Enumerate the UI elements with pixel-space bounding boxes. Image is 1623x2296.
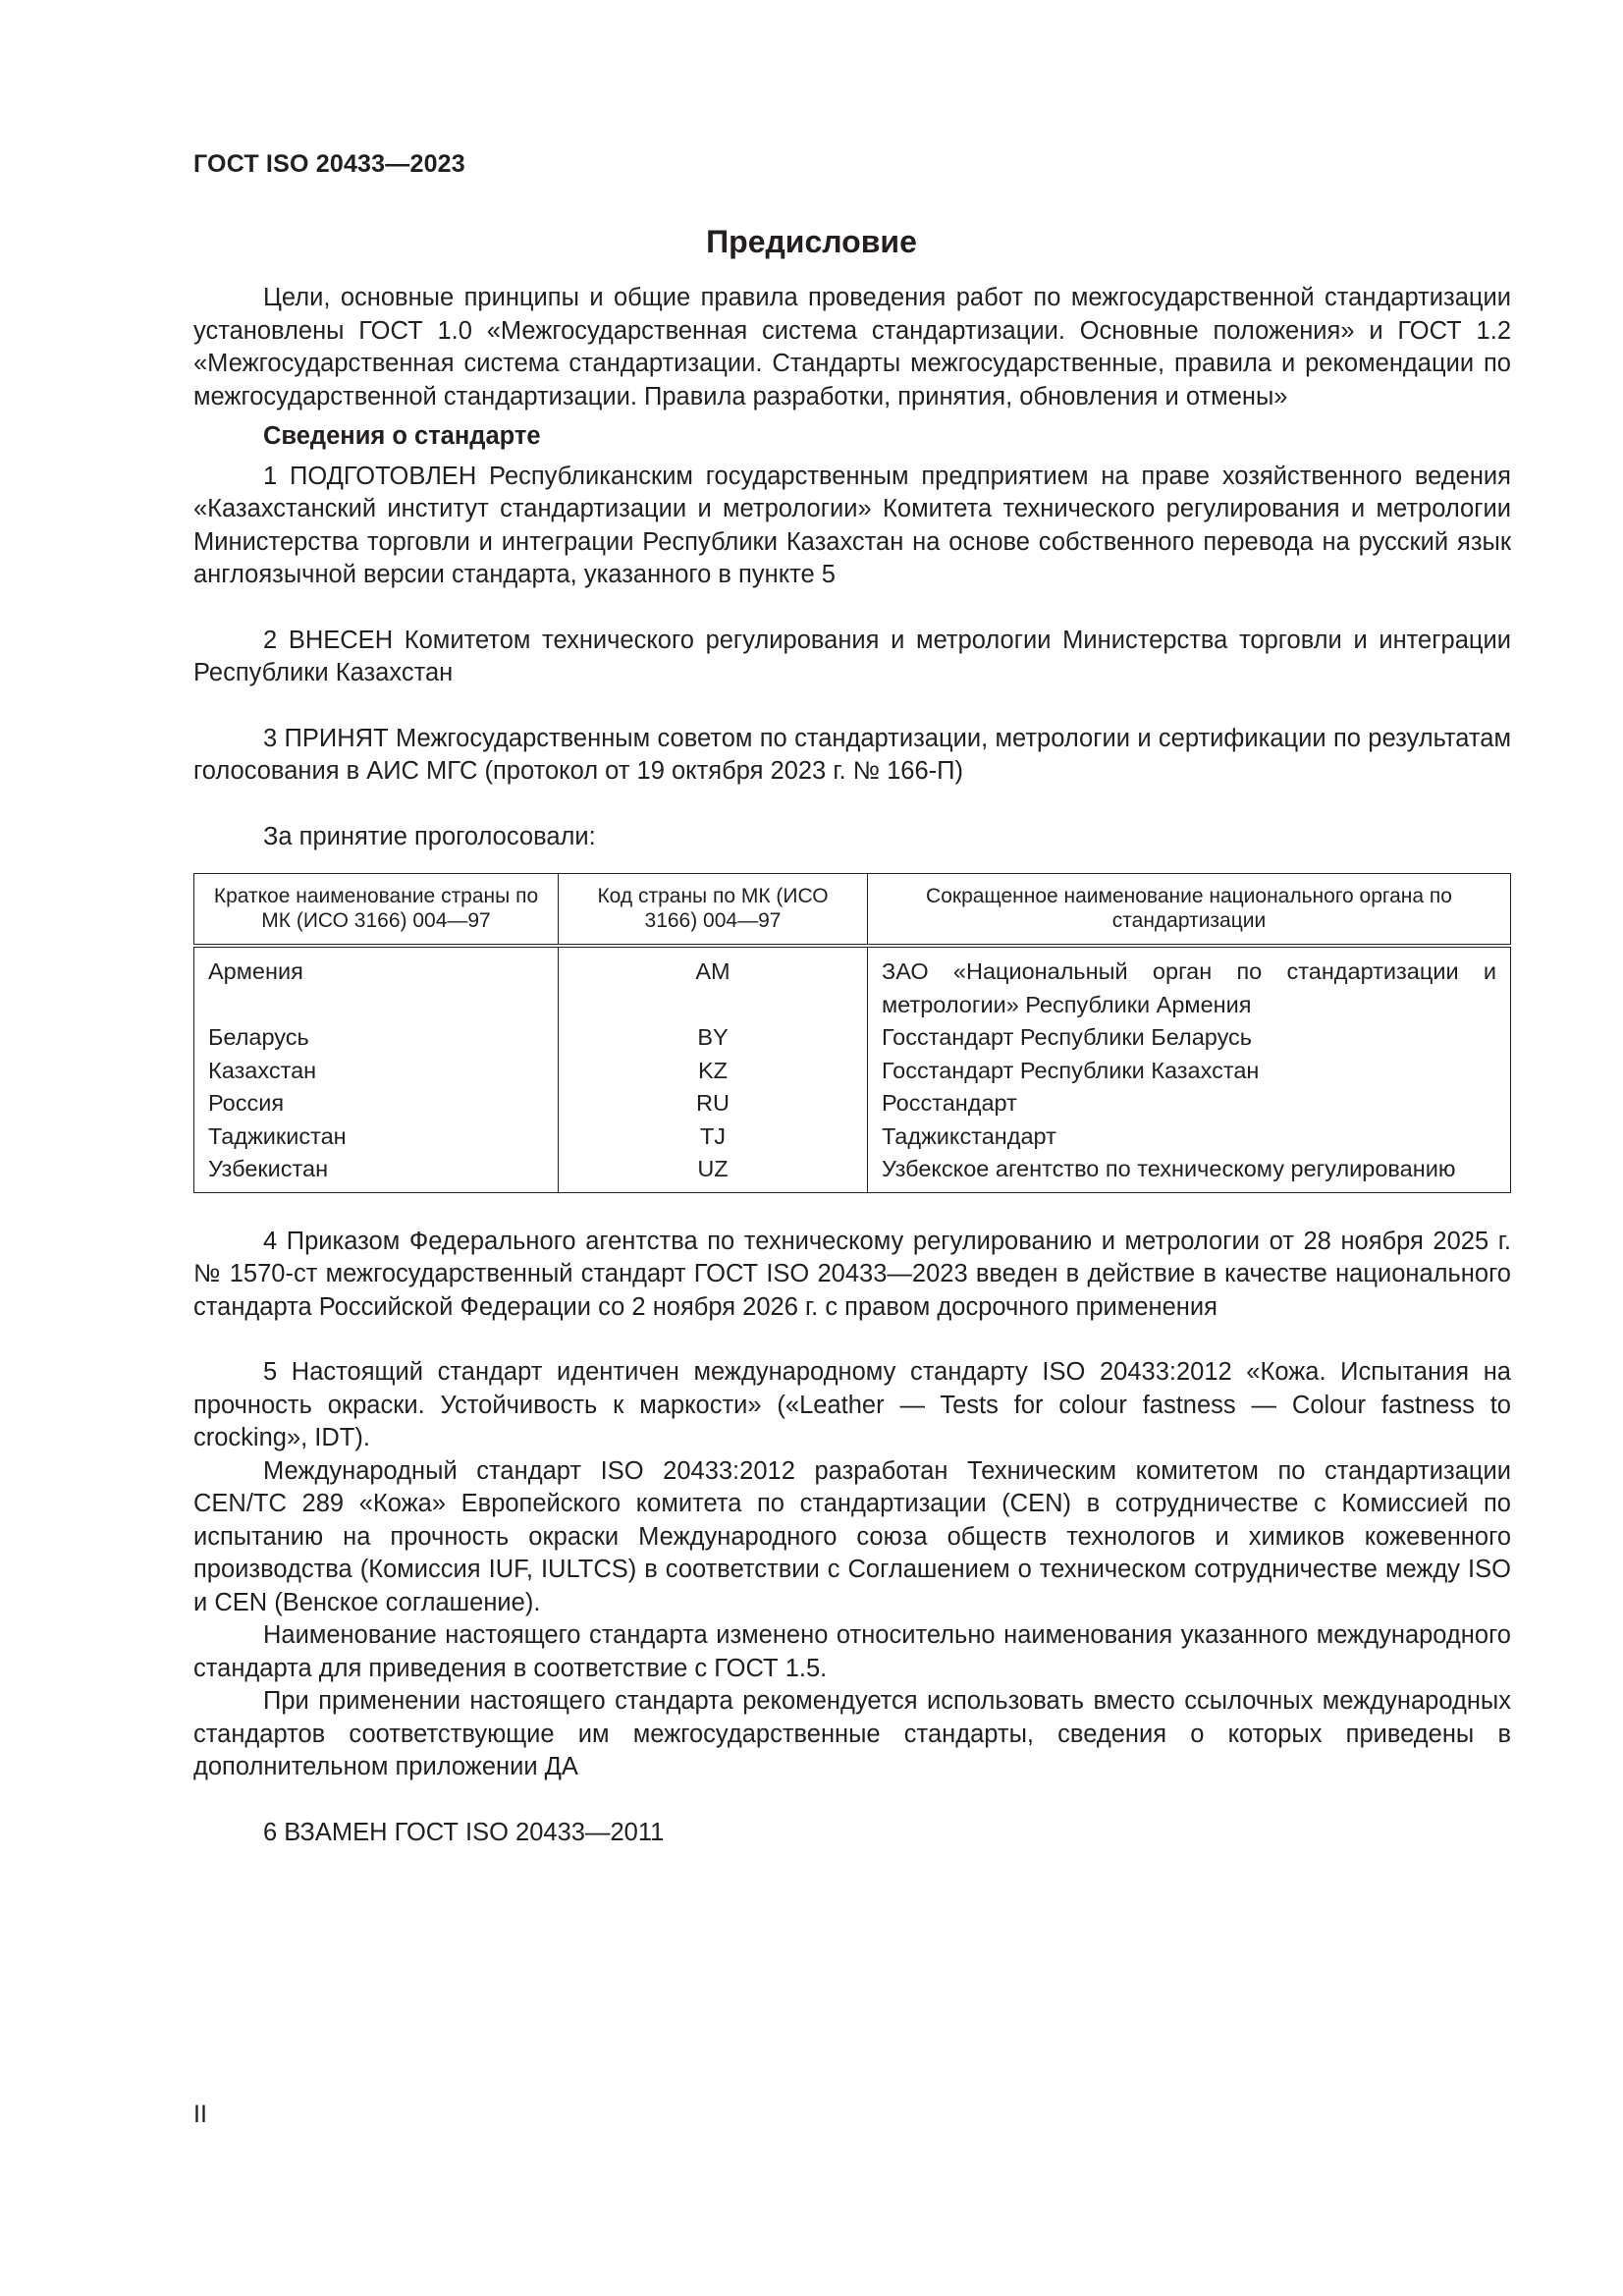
body-cell: Узбекское агентство по техническому регулированию xyxy=(868,1153,1511,1192)
country-cell: Беларусь xyxy=(194,1021,559,1055)
country-cell: Армения xyxy=(194,946,559,1021)
page-title: Предисловие xyxy=(706,224,917,259)
code-cell: UZ xyxy=(559,1153,868,1192)
table-row xyxy=(194,1055,1511,1088)
column-header-code: Код страны по МК (ИСО 3166) 004—97 xyxy=(559,874,868,947)
table-row xyxy=(194,946,1511,1021)
item-5-development-paragraph: Международный стандарт ISO 20433:2012 разработан Техническим комитетом по стандартизации CEN/TC 289 «Кожа» Европейского комитета по стандартизации (CEN) в сотрудничестве с Комиссией по испытанию на прочность окраски Международного союза обществ технологов и химиков кожевенного производства (Комиссия IUF, IULTCS) в соответствии с Соглашением о техническом сотрудничестве между ISO и CEN (Венское соглашение). xyxy=(193,1456,1511,1616)
code-cell: BY xyxy=(559,1021,868,1055)
country-cell: Узбекистан xyxy=(194,1153,559,1192)
voted-label: За принятие проголосовали: xyxy=(263,822,596,850)
table-row xyxy=(194,1087,1511,1121)
table-row xyxy=(194,1021,1511,1055)
page-number: II xyxy=(193,2101,207,2128)
body-cell: Госстандарт Республики Беларусь xyxy=(868,1021,1511,1055)
item-5-title-change-paragraph: Наименование настоящего стандарта изменено относительно наименования указанного международного стандарта для приведения в соответствие с ГОСТ 1.5. xyxy=(193,1621,1511,1682)
item-6-paragraph: 6 ВЗАМЕН ГОСТ ISO 20433—2011 xyxy=(263,1818,665,1846)
column-header-country: Краткое наименование страны по МК (ИСО 3166) 004—97 xyxy=(194,874,559,947)
code-cell: KZ xyxy=(559,1055,868,1088)
column-header-body: Сокращенное наименование национального органа по стандартизации xyxy=(868,874,1511,947)
code-cell: AM xyxy=(559,946,868,1021)
table-header-row xyxy=(194,874,1511,947)
section-subheading: Сведения о стандарте xyxy=(263,422,541,450)
item-3-paragraph: 3 ПРИНЯТ Межгосударственным советом по стандартизации, метрологии и сертификации по результатам голосования в АИС МГС (протокол от 19 октября 2023 г. № 166-П) xyxy=(193,724,1511,785)
code-cell: TJ xyxy=(559,1121,868,1154)
table-row xyxy=(194,1153,1511,1192)
item-4-paragraph: 4 Приказом Федерального агентства по техническому регулированию и метрологии от 28 ноября 2025 г. № 1570-ст межгосударственный стандарт ГОСТ ISO 20433—2023 введен в действие в качестве национального стандарта Российской Федерации со 2 ноября 2026 г. с правом досрочного применения xyxy=(193,1227,1511,1321)
item-5-paragraph: 5 Настоящий стандарт идентичен международному стандарту ISO 20433:2012 «Кожа. Испытания на прочность окраски. Устойчивость к маркости» («Leather — Tests for colour fastness — Colour fastness to crocking», IDT). xyxy=(193,1358,1511,1451)
document-header: ГОСТ ISO 20433—2023 xyxy=(193,150,465,178)
country-cell: Казахстан xyxy=(194,1055,559,1088)
code-cell: RU xyxy=(559,1087,868,1121)
voting-table xyxy=(193,873,1511,1193)
foreword-body xyxy=(193,282,1511,1849)
body-cell: ЗАО «Национальный орган по стандартизации и метрологии» Республики Армения xyxy=(868,946,1511,1021)
body-cell: Росстандарт xyxy=(868,1087,1511,1121)
item-1-paragraph: 1 ПОДГОТОВЛЕН Республиканским государственным предприятием на праве хозяйственного ведения «Казахстанский институт стандартизации и метрологии» Комитета технического регулирования и метрологии Министерства торговли и интеграции Республики Казахстан на основе собственного перевода на русский язык англоязычной версии стандарта, указанного в пункте 5 xyxy=(193,462,1511,588)
item-5-references-paragraph: При применении настоящего стандарта рекомендуется использовать вместо ссылочных международных стандартов соответствующие им межгосударственные стандарты, сведения о которых приведены в дополнительном приложении ДА xyxy=(193,1687,1511,1780)
table-row xyxy=(194,1121,1511,1154)
country-cell: Таджикистан xyxy=(194,1121,559,1154)
country-cell: Россия xyxy=(194,1087,559,1121)
item-2-paragraph: 2 ВНЕСЕН Комитетом технического регулирования и метрологии Министерства торговли и интеграции Республики Казахстан xyxy=(193,626,1511,686)
body-cell: Госстандарт Республики Казахстан xyxy=(868,1055,1511,1088)
intro-paragraph: Цели, основные принципы и общие правила проведения работ по межгосударственной стандартизации установлены ГОСТ 1.0 «Межгосударственная система стандартизации. Основные положения» и ГОСТ 1.2 «Межгосударственная система стандартизации. Стандарты межгосударственные, правила и рекомендации по межгосударственной стандартизации. Правила разработки, принятия, обновления и отмены» xyxy=(193,284,1511,410)
body-cell: Таджикстандарт xyxy=(868,1121,1511,1154)
